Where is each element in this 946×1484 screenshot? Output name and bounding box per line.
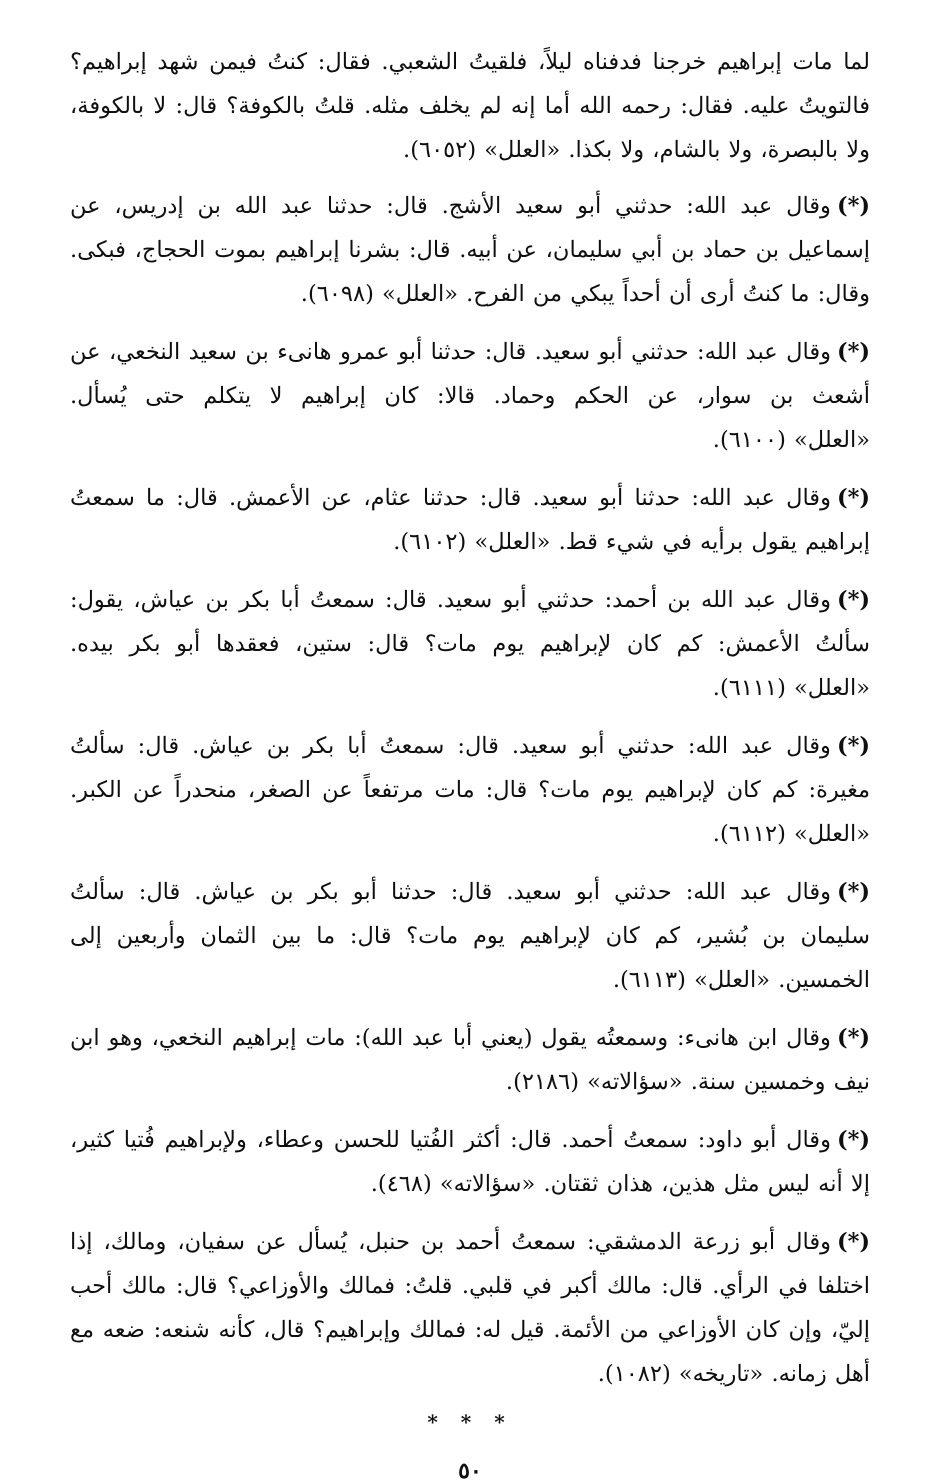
entry-marker: (*) bbox=[836, 339, 870, 365]
entry-marker: (*) bbox=[836, 1025, 870, 1051]
paragraph-text: وقال عبد الله: حدثنا أبو سعيد. قال: حدثنا عثام، عن الأعمش. قال: ما سمعتُ إبراهيم يقول برأيه في شيء قط. bbox=[70, 485, 870, 555]
page-content bbox=[70, 40, 870, 1484]
entry-marker: (*) bbox=[836, 1127, 870, 1153]
source-reference: «تاريخه» (١٠٨٢). bbox=[597, 1361, 764, 1387]
paragraph-text: وقال عبد الله بن أحمد: حدثني أبو سعيد. قال: سمعتُ أبا بكر بن عياش، يقول: سألتُ الأعمش: كم كان لإبراهيم يوم مات؟ قال: ستين، فعقدها أبو بكر بيده. bbox=[70, 587, 870, 657]
source-reference: «العلل» (٦٠٥٢). bbox=[403, 137, 561, 163]
entry-marker: (*) bbox=[836, 485, 870, 511]
paragraph-9 bbox=[70, 1118, 870, 1206]
source-reference: «العلل» (٦١٠٠). bbox=[712, 427, 870, 453]
entry-marker: (*) bbox=[836, 879, 870, 905]
paragraph-8 bbox=[70, 1016, 870, 1104]
entry-marker: (*) bbox=[836, 733, 870, 759]
paragraph-text: وقال عبد الله: حدثني أبو سعيد. قال: حدثنا أبو بكر بن عياش. قال: سألتُ سليمان بن بُشير، كم كان لإبراهيم يوم مات؟ قال: ما بين الثمان وأربعين إلى الخمسين. bbox=[70, 879, 870, 993]
paragraph-text: وقال عبد الله: حدثني أبو سعيد. قال: سمعتُ أبا بكر بن عياش. قال: سألتُ مغيرة: كم كان لإبراهيم يوم مات؟ قال: مات مرتفعاً عن الصغر، منحدراً عن الكبر. bbox=[70, 733, 870, 803]
paragraph-text: لما مات إبراهيم خرجنا فدفناه ليلاً، فلقيتُ الشعبي. فقال: كنتُ فيمن شهد إبراهيم؟ فالتويتُ عليه. فقال: رحمه الله أما إنه لم يخلف مثله. قلتُ بالكوفة؟ قال: لا بالكوفة، ولا بالبصرة، ولا بالشام، ولا بكذا. bbox=[70, 49, 870, 163]
entry-marker: (*) bbox=[836, 193, 870, 219]
paragraph-4 bbox=[70, 476, 870, 564]
paragraph-1 bbox=[70, 40, 870, 172]
source-reference: «العلل» (٦١٠٢). bbox=[393, 529, 551, 555]
paragraph-7 bbox=[70, 870, 870, 1002]
page-number: ٥٠ bbox=[458, 1458, 482, 1484]
source-reference: «العلل» (٦١١١). bbox=[712, 675, 870, 701]
section-divider: * * * bbox=[427, 1410, 513, 1434]
source-reference: «سؤالاته» (٤٦٨). bbox=[370, 1171, 536, 1197]
source-reference: «العلل» (٦١١٣). bbox=[612, 967, 771, 993]
source-reference: «سؤالاته» (٢١٨٦). bbox=[505, 1069, 683, 1095]
source-reference: «العلل» (٦١١٢). bbox=[712, 821, 870, 847]
paragraph-text: وقال أبو داود: سمعتُ أحمد. قال: أكثر الفُتيا للحسن وعطاء، ولإبراهيم فُتيا كثير، إلا أنه ليس مثل هذين، هذان ثقتان. bbox=[70, 1127, 870, 1197]
paragraph-text: وقال عبد الله: حدثني أبو سعيد الأشج. قال: حدثنا عبد الله بن إدريس، عن إسماعيل بن حماد بن أبي سليمان، عن أبيه. قال: بشرنا إبراهيم بموت الحجاج، فبكى. وقال: ما كنتُ أرى أن أحداً يبكي من الفرح. bbox=[70, 193, 870, 307]
paragraph-3 bbox=[70, 330, 870, 462]
paragraph-text: وقال عبد الله: حدثني أبو سعيد. قال: حدثنا أبو عمرو هانىء بن سعيد النخعي، عن أشعث بن سوار، عن الحكم وحماد. قالا: كان إبراهيم لا يتكلم حتى يُسأل. bbox=[70, 339, 870, 409]
paragraph-text: وقال أبو زرعة الدمشقي: سمعتُ أحمد بن حنبل، يُسأل عن سفيان، ومالك، إذا اختلفا في الرأي. قال: مالك أكبر في قلبي. قلتُ: فمالك والأوزاعي؟ قال: مالك أحب إليّ، وإن كان الأوزاعي من الأئمة. قيل له: فمالك وإبراهيم؟ قال، كأنه شنعه: ضعه مع أهل زمانه. bbox=[70, 1229, 870, 1387]
paragraph-2 bbox=[70, 184, 870, 316]
entry-marker: (*) bbox=[836, 1229, 870, 1255]
paragraph-10 bbox=[70, 1220, 870, 1396]
paragraph-5 bbox=[70, 578, 870, 710]
paragraph-text: وقال ابن هانىء: وسمعتُه يقول (يعني أبا عبد الله): مات إبراهيم النخعي، وهو ابن نيف وخمسين سنة. bbox=[70, 1025, 870, 1095]
entry-marker: (*) bbox=[836, 587, 870, 613]
paragraph-6 bbox=[70, 724, 870, 856]
source-reference: «العلل» (٦٠٩٨). bbox=[300, 281, 458, 307]
